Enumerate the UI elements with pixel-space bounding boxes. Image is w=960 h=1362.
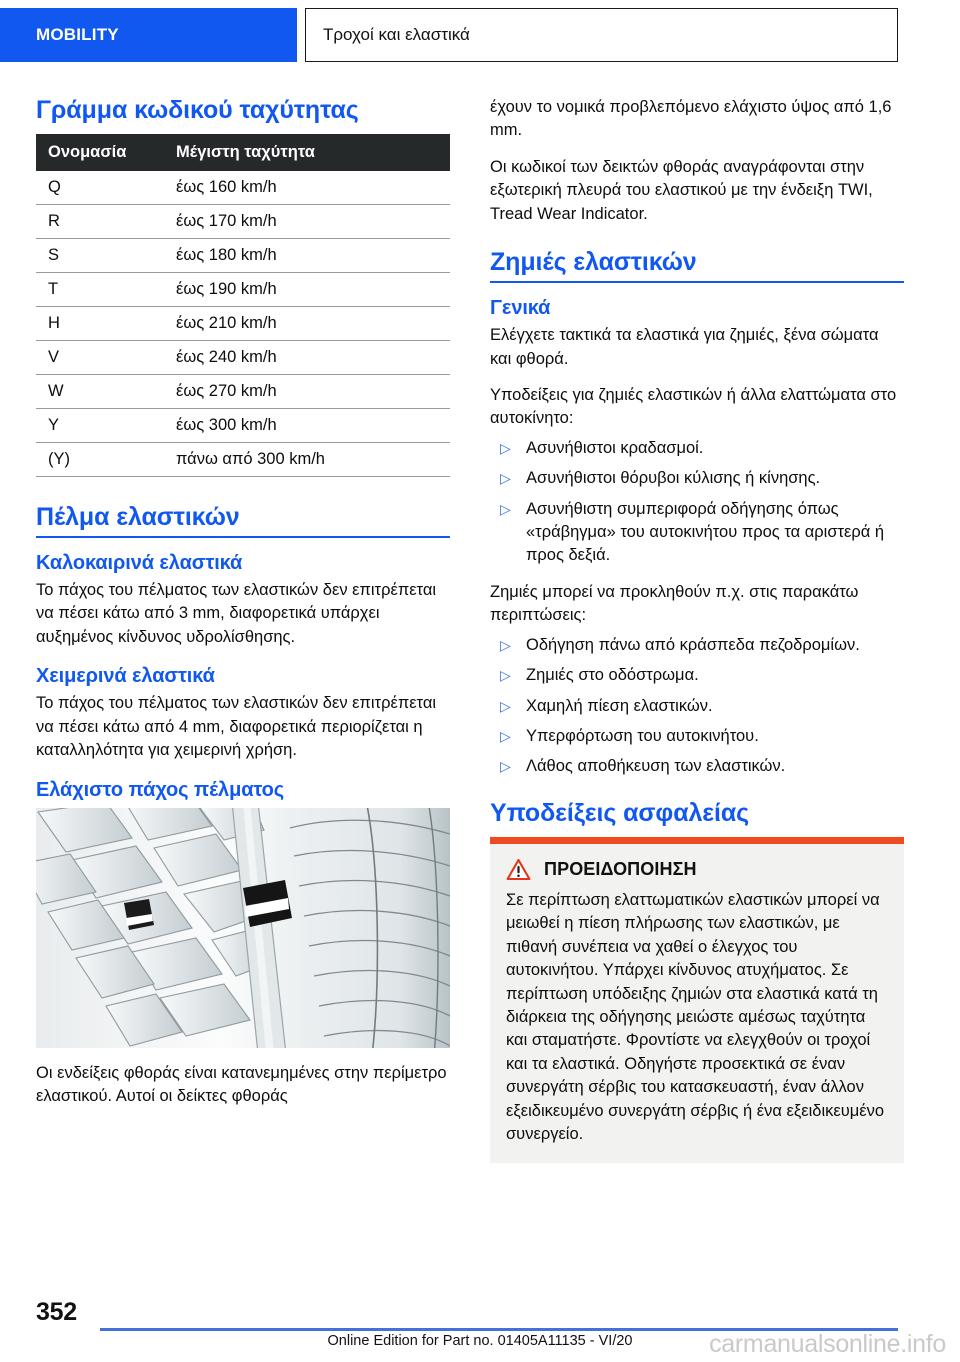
page-footer <box>0 1286 960 1362</box>
speed-rating-table <box>36 134 450 477</box>
continued-paragraph-1: έχουν το νομικά προβλεπόμενο ελάχιστο ύψος από 1,6 mm. <box>490 98 892 140</box>
tyre-damage-section-title: Ζημιές ελαστικών <box>490 248 904 283</box>
left-column <box>36 96 450 1108</box>
list-item <box>490 634 904 657</box>
warning-top-bar <box>490 837 904 844</box>
summer-tyres-heading: Καλοκαιρινά ελαστικά <box>36 552 243 574</box>
list-item-label: Λάθος αποθήκευση των ελαστικών. <box>526 757 786 776</box>
table-row <box>36 239 450 273</box>
list-item-label: Χαμηλή πίεση ελαστικών. <box>526 696 713 715</box>
list-item-label: Ασυνήθιστοι θόρυβοι κύλισης ή κίνησης. <box>526 469 821 488</box>
cell-code: V <box>36 341 162 375</box>
general-heading: Γενικά <box>490 297 551 320</box>
list-item <box>490 755 904 778</box>
table-row <box>36 443 450 477</box>
causes-intro: Ζημιές μπορεί να προκληθούν π.χ. στις παρακάτω περιπτώσεις: <box>490 582 859 625</box>
bullet-arrow-icon: ▷ <box>500 758 511 775</box>
cell-code: S <box>36 239 162 273</box>
speed-code-section-title: Γράμμα κωδικού ταχύτητας <box>36 96 359 124</box>
cause-bullet-list <box>490 634 904 779</box>
cell-speed: έως 210 km/h <box>162 307 450 341</box>
tyre-tread-illustration <box>36 808 450 1048</box>
table-row <box>36 205 450 239</box>
right-column <box>490 96 904 1163</box>
cell-speed: έως 160 km/h <box>162 171 450 205</box>
list-item <box>490 695 904 718</box>
cell-speed: πάνω από 300 km/h <box>162 443 450 477</box>
bullet-arrow-icon: ▷ <box>500 636 511 653</box>
list-item <box>490 498 904 568</box>
general-text-1: Ελέγχετε τακτικά τα ελαστικά για ζημιές, ξένα σώματα και φθορά. <box>490 326 879 368</box>
general-text-2: Υποδείξεις για ζημιές ελαστικών ή άλλα ελαττώματα στο αυτοκίνητο: <box>490 385 897 428</box>
bullet-arrow-icon: ▷ <box>500 697 511 714</box>
bullet-arrow-icon: ▷ <box>500 728 511 745</box>
list-item-label: Ζημιές στο οδόστρωμα. <box>526 666 699 685</box>
table-row <box>36 341 450 375</box>
table-row <box>36 375 450 409</box>
header-brand-block <box>0 8 297 62</box>
list-item-label: Ασυνήθιστοι κραδασμοί. <box>526 438 704 457</box>
cell-code: R <box>36 205 162 239</box>
list-item <box>490 437 904 460</box>
warning-box <box>490 837 904 1163</box>
bullet-arrow-icon: ▷ <box>500 500 511 517</box>
warning-title: ΠΡΟΕΙΔΟΠΟΙΗΣΗ <box>544 858 697 879</box>
warning-triangle-icon <box>506 858 531 881</box>
winter-tyres-text: Το πάχος του πέλματος των ελαστικών δεν επιτρέπεται να πέσει κάτω από 4 mm, διαφορετικά περιορίζεται η καταλληλότητα για χειμερινή χρήση. <box>36 694 437 760</box>
safety-notes-section-title: Υποδείξεις ασφαλείας <box>490 798 750 827</box>
warning-header <box>490 844 904 889</box>
cell-speed: έως 190 km/h <box>162 273 450 307</box>
tread-section-title: Πέλμα ελαστικών <box>36 503 450 538</box>
list-item <box>490 467 904 490</box>
tyre-tread-figure <box>36 808 450 1048</box>
cell-code: (Y) <box>36 443 162 477</box>
cell-speed: έως 170 km/h <box>162 205 450 239</box>
header-chapter-title: Τροχοί και ελαστικά <box>323 25 470 44</box>
min-tread-depth-heading: Ελάχιστο πάχος πέλματος <box>36 778 285 801</box>
page-header <box>0 8 960 62</box>
bullet-arrow-icon: ▷ <box>500 667 511 684</box>
cell-speed: έως 240 km/h <box>162 341 450 375</box>
list-item <box>490 664 904 687</box>
cell-code: H <box>36 307 162 341</box>
list-item-label: Οδήγηση πάνω από κράσπεδα πεζοδρομίων. <box>526 635 860 654</box>
symptom-bullet-list <box>490 437 904 568</box>
continued-paragraph-2: Οι κωδικοί των δεικτών φθοράς αναγράφονται στην εξωτερική πλευρά του ελαστικού με την ένδειξη TWI, Tread Wear Indicator. <box>490 157 873 223</box>
bullet-arrow-icon: ▷ <box>500 439 511 456</box>
speed-rating-table-body <box>36 171 450 477</box>
cell-code: T <box>36 273 162 307</box>
table-row <box>36 307 450 341</box>
table-row <box>36 273 450 307</box>
list-item-label: Ασυνήθιστη συμπεριφορά οδήγησης όπως «τράβηγμα» του αυτοκινήτου προς τα αριστερά ή προς δεξιά. <box>526 499 885 565</box>
cell-code: W <box>36 375 162 409</box>
wear-indicator-small <box>124 899 154 930</box>
table-row <box>36 409 450 443</box>
header-brand-label: MOBILITY <box>36 25 119 44</box>
summer-tyres-text: Το πάχος του πέλματος των ελαστικών δεν επιτρέπεται να πέσει κάτω από 3 mm, διαφορετικά υπάρχει αυξημένος κίνδυνος υδρολίσθησης. <box>36 581 437 646</box>
cell-speed: έως 180 km/h <box>162 239 450 273</box>
bullet-arrow-icon: ▷ <box>500 470 511 487</box>
cell-code: Y <box>36 409 162 443</box>
table-row <box>36 171 450 205</box>
footer-edition-text: Online Edition for Part no. 01405A11135 - VI/20 <box>327 1333 633 1349</box>
cell-code: Q <box>36 171 162 205</box>
list-item <box>490 725 904 748</box>
header-title-box <box>305 8 898 62</box>
table-col-header-max-speed: Μέγιστη ταχύτητα <box>162 134 450 171</box>
cell-speed: έως 300 km/h <box>162 409 450 443</box>
table-header-row <box>36 134 450 171</box>
page-number: 352 <box>36 1298 77 1326</box>
watermark-text: carmanualsonline.info <box>709 1330 946 1358</box>
winter-tyres-heading: Χειμερινά ελαστικά <box>36 665 215 688</box>
table-col-header-designation: Ονομασία <box>36 134 162 171</box>
cell-speed: έως 270 km/h <box>162 375 450 409</box>
figure-caption: Οι ενδείξεις φθοράς είναι κατανεμημένες στην περίμετρο ελαστικού. Αυτοί οι δείκτες φθοράς <box>36 1063 447 1105</box>
list-item-label: Υπερφόρτωση του αυτοκινήτου. <box>526 727 759 746</box>
warning-body-text: Σε περίπτωση ελαττωματικών ελαστικών μπορεί να μειωθεί η πίεση πλήρωσης των ελαστικών, με πιθανή συνέπεια να χαθεί ο έλεγχος του αυτοκινήτου. Υπάρχει κίνδυνος ατυχήματος. Σε περίπτωση υπόδειξης ζημιών στα ελαστικά κατά τη διάρκεια της οδήγησης μειώστε αμέσως ταχύτητα και σταματήστε. Φροντίστε να ελεγχθούν οι τροχοί και τα ελαστικά. Οδηγήστε προσεκτικά σε έναν συνεργάτη σέρβις του κατασκευαστή, έναν άλλον εξειδικευμένο συνεργάτη σέρβις ή ένα εξειδικευμένο συνεργείο. <box>506 890 885 1144</box>
